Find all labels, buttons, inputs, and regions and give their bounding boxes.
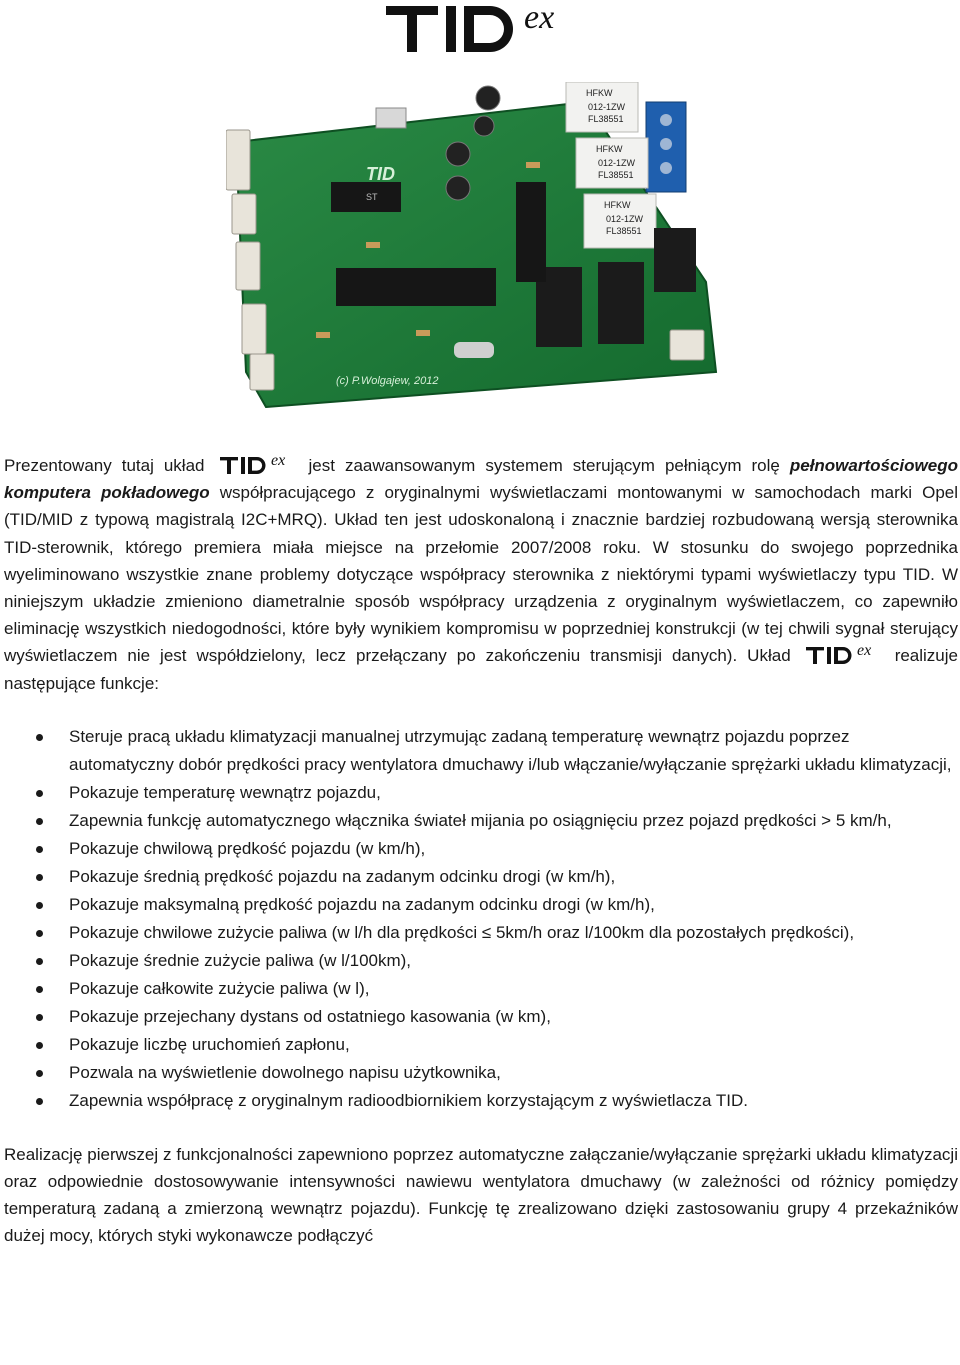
list-item: Pokazuje temperaturę wewnątrz pojazdu,: [4, 779, 958, 807]
bullet-icon: [36, 1042, 43, 1049]
relay-label: HFKW: [586, 88, 613, 98]
tidex-inline-logo: [219, 453, 295, 477]
intro-text-a: Prezentowany tutaj układ: [4, 456, 205, 475]
relay-serial: FL38551: [588, 114, 624, 124]
list-item: Zapewnia funkcję automatycznego włącznika świateł mijania po osiągnięciu przez pojazd prędkości > 5 km/h,: [4, 807, 958, 835]
bullet-icon: [36, 1098, 43, 1105]
bullet-icon: [36, 958, 43, 965]
relay-label: HFKW: [596, 144, 623, 154]
svg-text:ex: ex: [856, 643, 871, 660]
bullet-icon: [36, 902, 43, 909]
list-item: Pokazuje chwilowe zużycie paliwa (w l/h dla prędkości ≤ 5km/h oraz l/100km dla pozostałych prędkości),: [4, 919, 958, 947]
list-item: Pokazuje maksymalną prędkość pojazdu na zadanym odcinku drogi (w km/h),: [4, 891, 958, 919]
list-item: Pokazuje średnie zużycie paliwa (w l/100km),: [4, 947, 958, 975]
intro-text-b: jest zaawansowanym systemem sterującym pełniącym rolę: [308, 456, 780, 475]
silkscreen-credit: (c) P.Wolgajew, 2012: [336, 375, 439, 387]
pcb-photo: [226, 82, 726, 408]
list-item: Pozwala na wyświetlenie dowolnego napisu użytkownika,: [4, 1059, 958, 1087]
chip-label: ST: [366, 192, 378, 202]
bullet-icon: [36, 930, 43, 937]
feature-list: [4, 723, 958, 1115]
tidex-inline-logo: [805, 643, 881, 667]
relay-code: 012-1ZW: [588, 102, 626, 112]
relay-label: HFKW: [604, 200, 631, 210]
svg-text:ex: ex: [270, 453, 285, 469]
bullet-icon: [36, 874, 43, 881]
tidex-logo: [384, 0, 584, 60]
list-item: Pokazuje liczbę uruchomień zapłonu,: [4, 1031, 958, 1059]
relay-serial: FL38551: [606, 226, 642, 236]
logo-superscript: ex: [524, 0, 555, 36]
bullet-icon: [36, 734, 43, 741]
intro-paragraph: [4, 452, 958, 697]
bullet-icon: [36, 818, 43, 825]
intro-text-c: współpracującego z oryginalnymi wyświetlaczami montowanymi w samochodach marki Opel (TID/MID z typową magistralą I2C+MRQ). Układ ten jest udoskonaloną i znacznie bardziej rozbudowaną wersją sterownika TID-sterownik, którego premiera miała miejsce na przełomie 2007/2008 roku. W stosunku do swojego poprzednika wyeliminowano wszystkie znane problemy dotyczące współpracy sterownika z niektórymi typami wyświetlaczy typu TID. W niniejszym układzie zmieniono diametralnie sposób współpracy urządzenia z oryginalnym wyświetlaczem, co zapewniło eliminację wszystkich niedogodności, które były wynikiem kompromisu w poprzedniej konstrukcji (w tej chwili sygnał sterujący wyświetlaczem nie jest współdzielony, lecz przełączany po zakończeniu transmisji danych). Układ: [4, 483, 959, 666]
bullet-icon: [36, 1070, 43, 1077]
list-item: Pokazuje całkowite zużycie paliwa (w l),: [4, 975, 958, 1003]
board-logo-text: TID: [366, 164, 395, 184]
list-item: Pokazuje chwilową prędkość pojazdu (w km/h),: [4, 835, 958, 863]
main-content: [4, 452, 958, 1250]
closing-paragraph: Realizację pierwszej z funkcjonalności zapewniono poprzez automatyczne załączanie/wyłączanie sprężarki układu klimatyzacji oraz odpowiednie dostosowywanie intensywności nawiewu wentylatora dmuchawy (w zależności od różnicy pomiędzy temperaturą zadaną a zmierzoną wewnątrz pojazdu). Funkcję tę zrealizowano dzięki zastosowaniu grupy 4 przekaźników dużej mocy, których styki wykonawcze podłączyć: [4, 1144, 958, 1246]
bullet-icon: [36, 790, 43, 797]
list-item: Steruje pracą układu klimatyzacji manualnej utrzymując zadaną temperaturę wewnątrz pojazdu poprzez automatyczny dobór prędkości pracy wentylatora dmuchawy i/lub włączanie/wyłączanie sprężarki układu klimatyzacji,: [4, 723, 958, 779]
intro-text-d: realizuje następujące funkcje:: [4, 646, 958, 693]
bullet-icon: [36, 986, 43, 993]
list-item: Pokazuje przejechany dystans od ostatniego kasowania (w km),: [4, 1003, 958, 1031]
bullet-icon: [36, 846, 43, 853]
relay-code: 012-1ZW: [598, 158, 636, 168]
bullet-icon: [36, 1014, 43, 1021]
intro-bold-text: pełnowartościowego komputera pokładowego: [4, 456, 958, 503]
list-item: Zapewnia współpracę z oryginalnym radioodbiornikiem korzystającym z wyświetlacza TID.: [4, 1087, 958, 1115]
list-item: Pokazuje średnią prędkość pojazdu na zadanym odcinku drogi (w km/h),: [4, 863, 958, 891]
relay-code: 012-1ZW: [606, 214, 644, 224]
relay-serial: FL38551: [598, 170, 634, 180]
